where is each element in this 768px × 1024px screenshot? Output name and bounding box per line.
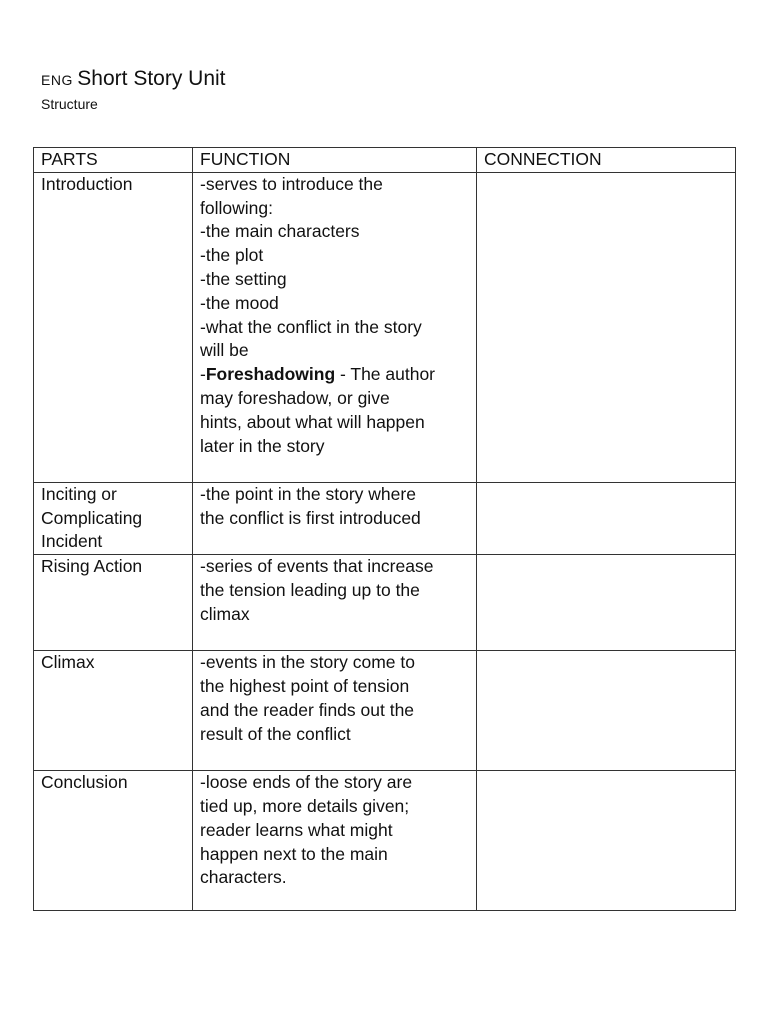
function-line: -serves to introduce the [200,173,383,194]
function-line: -series of events that increase [200,556,434,577]
title-text: Short Story Unit [77,67,226,90]
function-line: will be [200,340,249,361]
function-cell [193,172,477,482]
function-line: -the setting [200,268,287,289]
function-line: the conflict is first introduced [200,507,421,528]
function-line: -what the conflict in the story [200,316,422,337]
table-header-row [34,148,736,173]
function-line: hints, about what will happen [200,411,425,432]
function-line: -the point in the story where [200,483,416,504]
table-row-inciting-incident [34,482,736,554]
connection-cell [477,482,736,554]
column-header-function: FUNCTION [193,148,477,173]
foreshadowing-term: Foreshadowing [205,364,336,385]
column-header-connection: CONNECTION [477,148,736,173]
function-line: climax [200,603,250,624]
part-cell [34,482,193,554]
function-line: -the main characters [200,221,360,242]
part-cell: Introduction [34,172,193,482]
function-line: reader learns what might [200,819,393,840]
connection-cell [477,555,736,651]
connection-cell [477,651,736,771]
table-row-introduction [34,172,736,482]
column-header-parts: PARTS [34,148,193,173]
part-cell: Conclusion [34,771,193,911]
function-line: happen next to the main [200,843,388,864]
part-cell: Rising Action [34,555,193,651]
function-line: later in the story [200,435,325,456]
function-line: the tension leading up to the [200,579,420,600]
function-cell [193,651,477,771]
foreshadow-prefix: - [200,364,206,385]
table-row-conclusion [34,771,736,911]
function-line: -loose ends of the story are [200,772,413,793]
document-header [41,66,226,113]
function-line: characters. [200,867,287,888]
title-prefix: ENG [41,72,73,88]
function-line: -the plot [200,245,264,266]
table-row-climax [34,651,736,771]
function-cell [193,771,477,911]
part-cell: Climax [34,651,193,771]
function-cell [193,555,477,651]
page-title [41,66,226,94]
foreshadow-text: - The author [335,364,436,385]
function-line: -events in the story come to [200,652,415,673]
part-line: Incident [41,531,103,552]
function-line: following: [200,197,273,218]
story-structure-table [33,147,736,911]
part-line: Inciting or [41,483,117,504]
table-row-rising-action [34,555,736,651]
function-line: may foreshadow, or give [200,387,390,408]
function-line: tied up, more details given; [200,795,410,816]
connection-cell [477,172,736,482]
connection-cell [477,771,736,911]
page-subtitle: Structure [41,96,98,112]
function-line: the highest point of tension [200,675,410,696]
part-line: Complicating [41,507,143,528]
foreshadowing-line [200,363,470,387]
function-line: and the reader finds out the [200,699,415,720]
function-cell [193,482,477,554]
function-line: result of the conflict [200,723,351,744]
function-line: -the mood [200,292,279,313]
